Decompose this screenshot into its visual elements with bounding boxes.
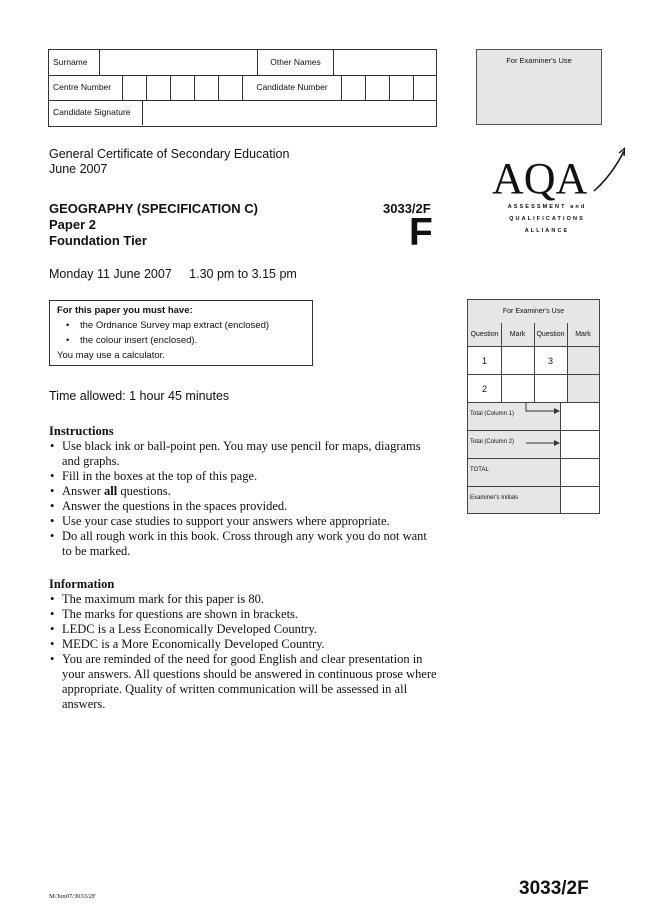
materials-box (49, 300, 313, 366)
time-allowed: Time allowed: 1 hour 45 minutes (49, 389, 230, 403)
col-question-label: Question (536, 331, 565, 338)
exam-date-time: Monday 11 June 2007 1.30 pm to 3.15 pm (49, 267, 297, 281)
centre-number-digit[interactable] (195, 75, 219, 100)
arrow-icon (524, 403, 561, 458)
examiner-initials-label: Examiner's Initials (470, 495, 519, 501)
empty-question-box (535, 375, 567, 402)
total-column-1-label: Total (Column 1) (470, 411, 515, 417)
surname-row (49, 50, 436, 76)
col-question-label: Question (470, 331, 499, 338)
information-list (49, 592, 439, 712)
centre-number-label: Centre Number (49, 75, 123, 100)
candidate-number-digit[interactable] (390, 75, 414, 100)
centre-number-digit[interactable] (171, 75, 195, 100)
question-1-label: 1 (481, 356, 487, 366)
tier-letter: F (409, 211, 433, 254)
signature-field[interactable] (143, 100, 436, 125)
footer-reference: M/Jun07/3033/2F (49, 893, 96, 900)
candidate-details-box (48, 49, 437, 127)
instruction-item: • Fill in the boxes at the top of this page. (49, 469, 439, 484)
other-names-field[interactable] (334, 50, 436, 75)
instruction-item: • Answer all questions. (49, 484, 439, 499)
information-item: • The maximum mark for this paper is 80. (49, 592, 439, 607)
tier-name: Foundation Tier (49, 233, 147, 248)
instruction-item: • Answer the questions in the spaces provided. (49, 499, 439, 514)
other-names-label: Other Names (258, 50, 334, 75)
candidate-number-digit[interactable] (414, 75, 436, 100)
instructions-section (49, 424, 439, 559)
question-2-mark-box[interactable] (502, 375, 534, 402)
information-heading: Information (49, 577, 115, 591)
signature-label: Candidate Signature (49, 100, 143, 125)
information-item: • The marks for questions are shown in brackets. (49, 607, 439, 622)
surname-label: Surname (49, 50, 100, 75)
col-mark-label: Mark (509, 331, 526, 338)
question-2-label: 2 (481, 384, 487, 394)
materials-heading: For this paper you must have: (57, 305, 193, 316)
col-mark-label: Mark (575, 331, 591, 338)
instructions-heading: Instructions (49, 424, 114, 438)
aqa-logo-text: AQA (492, 154, 588, 203)
paper-title-block (49, 201, 258, 249)
centre-number-digit[interactable] (123, 75, 147, 100)
information-section (49, 577, 439, 712)
instructions-list (49, 439, 439, 559)
signature-row (49, 100, 436, 126)
aqa-logo-subtitle: ASSESSMENT and QUALIFICATIONS ALLIANCE (507, 204, 587, 234)
materials-note: You may use a calculator. (57, 350, 165, 361)
materials-item: • the Ordnance Survey map extract (enclosed) (68, 320, 269, 331)
paper-code: 3033/2F (383, 201, 431, 216)
examiner-use-label: For Examiner's Use (506, 56, 572, 65)
centre-number-digit[interactable] (219, 75, 243, 100)
candidate-number-label: Candidate Number (243, 75, 342, 100)
paper-number: Paper 2 (49, 217, 96, 232)
numbers-row (49, 75, 436, 101)
question-3-label: 3 (547, 356, 553, 366)
total-column-2-label: Total (Column 2) (470, 439, 515, 445)
footer-code: 3033/2F (519, 878, 589, 899)
surname-field[interactable] (100, 50, 258, 75)
information-item: • You are reminded of the need for good English and clear presentation in your answers. All questions should be answered in continuous prose where appropriate. Quality of written communication will be assessed in all answers. (49, 652, 439, 712)
qualification-block (49, 147, 289, 177)
marks-grid-title: For Examiner's Use (468, 300, 599, 324)
examiner-marks-grid (467, 299, 600, 514)
exam-series: June 2007 (49, 162, 108, 176)
candidate-number-digit[interactable] (342, 75, 366, 100)
centre-number-digit[interactable] (147, 75, 171, 100)
instruction-item: • Do all rough work in this book. Cross through any work you do not want to be marked. (49, 529, 439, 559)
candidate-number-digit[interactable] (366, 75, 390, 100)
qualification-name: General Certificate of Secondary Education (49, 147, 290, 161)
total-label: TOTAL (470, 467, 489, 473)
subject-title: GEOGRAPHY (SPECIFICATION C) (49, 201, 258, 216)
information-item: • LEDC is a Less Economically Developed Country. (49, 622, 439, 637)
examiner-use-box (476, 49, 602, 125)
instruction-item: • Use black ink or ball-point pen. You may use pencil for maps, diagrams and graphs. (49, 439, 439, 469)
instruction-item: • Use your case studies to support your answers where appropriate. (49, 514, 439, 529)
information-item: • MEDC is a More Economically Developed Country. (49, 637, 439, 652)
materials-item: • the colour insert (enclosed). (68, 335, 197, 346)
